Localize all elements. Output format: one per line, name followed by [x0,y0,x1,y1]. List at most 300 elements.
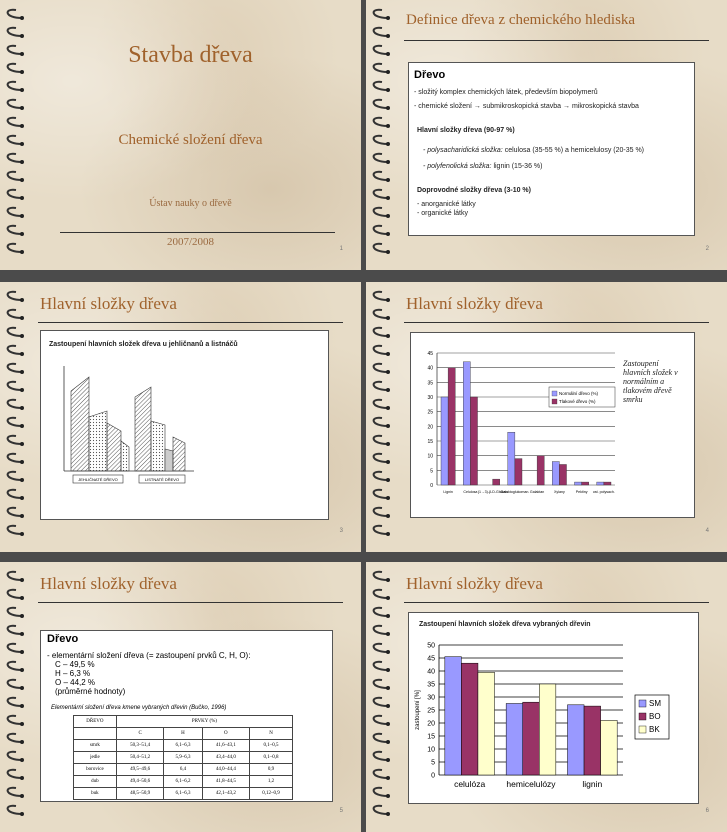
table-header-row [74,716,293,728]
table-cell: 50,3–51,4 [116,740,164,752]
ring-hole [386,16,390,20]
slide-number: 1 [339,246,343,252]
ring-loop [8,328,22,336]
ring-loop [374,136,388,144]
ring-loop [8,226,22,234]
ring-loop [374,400,388,408]
slide-number: 3 [339,528,343,534]
table-cell: 41,6–43,1 [202,740,250,752]
table-cell: 0,1–0,8 [250,752,293,764]
ring-binding-icon [2,290,24,546]
year-label: 2007/2008 [166,236,215,248]
text-line: - polyfenolická složka: lignin (15-36 %) [423,163,543,170]
bar [448,368,455,485]
legend-swatch [552,391,557,396]
table-row [74,776,293,788]
ring-hole [386,614,390,618]
x-tick-label: lignin [582,779,603,789]
ring-loop [8,154,22,162]
ring-hole [386,388,390,392]
ring-hole [20,442,24,446]
ring-hole [386,596,390,600]
ring-hole [20,740,24,744]
ring-loop [374,454,388,462]
slide-number: 6 [705,808,709,814]
ring-loop [374,752,388,760]
table-row-label: jedle [74,752,117,764]
figure-caption: Zastoupení hlavních složek dřeva u jehličnanů a listnáčů [49,341,238,348]
ring-hole [386,334,390,338]
ring-loop [374,172,388,180]
slide-title: Hlavní složky dřeva [406,294,543,313]
ring-hole [20,758,24,762]
ring-loop [8,572,22,580]
ring-loop [374,46,388,54]
ring-hole [20,704,24,708]
bar [523,702,540,775]
x-tick-label: Lignin [443,490,453,494]
bar [559,464,566,485]
ring-loop [8,346,22,354]
ring-loop [374,472,388,480]
table-cell: 1,2 [250,776,293,788]
bar [461,663,478,775]
text-line: - složitý komplex chemických látek, především biopolymerů [414,89,598,96]
ring-loop [374,10,388,18]
ring-hole [20,722,24,726]
ring-loop [374,436,388,444]
title-divider [404,322,709,323]
ring-hole [20,298,24,302]
ring-hole [386,178,390,182]
composition-table [73,715,293,800]
table-row-label: borovice [74,764,117,776]
bar [493,479,500,485]
legend-box [549,387,615,407]
ring-hole [20,214,24,218]
ring-loop [374,626,388,634]
ring-hole [20,124,24,128]
ring-loop [374,226,388,234]
ring-loop [8,716,22,724]
title-divider [404,40,709,41]
ring-hole [20,478,24,482]
ring-hole [20,686,24,690]
ring-hole [386,352,390,356]
text-line: - polysacharidická složka: celulosa (35-55 %) a hemicelulosy (20-35 %) [423,147,645,154]
ring-loop [374,662,388,670]
table-col-header: N [250,728,293,740]
ring-loop [374,716,388,724]
ring-loop [374,28,388,36]
ring-loop [374,572,388,580]
x-tick-label: Xylany [553,490,565,494]
text-line: - organické látky [417,210,468,217]
y-tick-label: 5 [431,759,435,767]
table-cell: 44,0–44,4 [202,764,250,776]
content-box [40,630,333,802]
ring-hole [20,532,24,536]
legend-label: BK [649,725,660,734]
ring-hole [386,442,390,446]
ring-hole [386,52,390,56]
text-line: - anorganické látky [417,201,476,208]
scanned-diagram [59,361,199,491]
institute-label: Ústav nauky o dřevě [149,198,232,209]
ring-loop [374,770,388,778]
bar [515,459,522,485]
slide-1[interactable] [0,0,361,270]
x-tick-label: celulóza [454,779,486,789]
y-tick-label: 15 [427,439,433,445]
x-tick-label: Galaktan [529,490,545,494]
ring-loop [8,680,22,688]
ring-loop [8,10,22,18]
ring-loop [374,310,388,318]
bar [597,482,604,485]
ring-loop [8,172,22,180]
slide-title: Definice dřeva z chemického hlediska [406,12,636,28]
ring-loop [374,82,388,90]
table-header: DŘEVO [74,716,117,728]
table-cell: 6,1–6,2 [164,776,202,788]
ring-loop [374,244,388,252]
ring-loop [8,788,22,796]
ring-hole [386,70,390,74]
table-cell: 42,1–43,2 [202,788,250,800]
ring-loop [374,490,388,498]
slide-title: Hlavní složky dřeva [406,574,543,593]
ring-hole [386,668,390,672]
ring-binding-icon [2,570,24,826]
ring-hole [20,334,24,338]
ring-hole [386,578,390,582]
divider [60,232,335,233]
bar [537,456,544,485]
ring-hole [20,316,24,320]
table-row-label: dub [74,776,117,788]
ring-loop [8,734,22,742]
ring-hole [20,88,24,92]
bar [470,397,477,485]
ring-hole [386,214,390,218]
ring-loop [8,382,22,390]
ring-hole [386,460,390,464]
ring-loop [8,100,22,108]
legend-swatch [552,399,557,404]
table-header: PRVKY (%) [116,716,292,728]
legend-swatch [639,726,646,733]
content-box [408,612,699,804]
ring-hole [386,160,390,164]
text-line: - elementární složení dřeva (= zastoupení prvků C, H, O): [47,651,251,660]
legend-swatch [639,713,646,720]
ring-hole [386,316,390,320]
legend-swatch [639,700,646,707]
box-heading: Dřevo [414,69,446,81]
ring-loop [8,752,22,760]
table-cell: 5,9–6,3 [164,752,202,764]
y-tick-label: 30 [427,694,435,702]
table-row-label: buk [74,788,117,800]
title-divider [404,602,709,603]
chart-side-text: Zastoupení hlavních složek v normálním a tlakovém dřevě smrku [623,359,678,404]
slide-3[interactable] [0,282,361,552]
y-tick-label: 20 [427,720,435,728]
ring-loop [8,118,22,126]
y-tick-label: 40 [427,668,435,676]
x-tick-label: Galaktoglukoman. [500,490,530,494]
ring-hole [386,370,390,374]
y-tick-label: 45 [427,655,435,663]
slide-2[interactable] [366,0,727,270]
ring-hole [20,424,24,428]
text-line: - chemické složení → submikroskopická stavba → mikroskopická stavba [414,103,639,110]
table-cell: 6,1–6,3 [164,788,202,800]
bar [445,657,462,775]
slide-number: 2 [705,246,709,252]
bar [567,705,584,775]
section-heading: Doprovodné složky dřeva (3-10 %) [417,187,531,194]
box-heading: Dřevo [47,633,79,645]
bar [604,482,611,485]
ring-loop [374,190,388,198]
table-header-row [74,728,293,740]
y-tick-label: 20 [427,424,433,431]
x-tick-label: Celulosa [463,490,478,494]
y-tick-label: 10 [427,746,435,754]
ring-hole [386,704,390,708]
ring-hole [20,794,24,798]
y-tick-label: 25 [427,707,435,715]
ring-loop [8,644,22,652]
ring-loop [8,662,22,670]
bar [539,684,556,775]
ring-hole [386,650,390,654]
ring-hole [386,776,390,780]
ring-loop [374,382,388,390]
ring-loop [374,788,388,796]
ring-hole [20,812,24,816]
y-tick-label: 0 [430,483,433,489]
ring-loop [8,770,22,778]
table-cell: 0,1–0,5 [250,740,293,752]
ring-loop [8,400,22,408]
y-tick-label: 0 [431,772,435,780]
ring-loop [374,208,388,216]
content-box [410,332,695,518]
table-cell: 41,8–44,5 [202,776,250,788]
ring-hole [20,106,24,110]
diagram-label-right: LISTNATÉ DŘEVO [144,477,180,482]
ring-loop [8,698,22,706]
table-caption: Elementární složení dřeva kmene vybraných dřevin (Bučko, 1996) [51,705,227,711]
ring-hole [386,424,390,428]
table-cell: 49,5–49,6 [116,764,164,776]
table-col-header: O [202,728,250,740]
bar [584,706,601,775]
slide-6[interactable] [366,562,727,832]
bar [601,720,618,775]
ring-hole [386,298,390,302]
table-cell: 0,12–0,9 [250,788,293,800]
legend-label: Normální dřevo (%) [559,391,599,396]
legend-label: BO [649,712,661,721]
y-tick-label: 45 [427,351,433,357]
ring-hole [386,632,390,636]
table-cell: 0,9 [250,764,293,776]
bar [575,482,582,485]
slide-title: Stavba dřeva [128,42,253,68]
slide-4[interactable] [366,282,727,552]
element-o: O – 44,2 % [55,678,96,687]
bar [582,482,589,485]
ring-hole [386,758,390,762]
ring-loop [374,698,388,706]
ring-loop [374,590,388,598]
ring-loop [8,28,22,36]
ring-hole [386,250,390,254]
diagram-label-left: JEHLIČNATÉ DŘEVO [78,477,118,482]
y-tick-label: 30 [427,395,433,401]
bar-chart [411,333,621,517]
y-tick-label: 10 [427,453,433,460]
slide-number: 4 [705,528,709,534]
ring-hole [20,16,24,20]
table-row [74,788,293,800]
ring-hole [386,34,390,38]
ring-hole [20,632,24,636]
legend-label: SM [649,699,661,708]
bar [508,432,515,485]
x-tick-label: Pektiny [575,490,588,494]
ring-hole [386,740,390,744]
table-cell: 48,5–50,9 [116,788,164,800]
ring-hole [20,34,24,38]
content-box [408,62,695,236]
ring-hole [20,370,24,374]
ring-hole [386,106,390,110]
ring-hole [20,460,24,464]
ring-hole [386,88,390,92]
ring-hole [20,514,24,518]
y-tick-label: 5 [430,468,433,475]
element-h: H – 6,3 % [55,669,91,678]
bar [506,704,523,776]
ring-hole [386,196,390,200]
table-cell: 6,4 [164,764,202,776]
ring-loop [374,100,388,108]
ring-hole [386,514,390,518]
y-tick-label: 15 [427,733,435,741]
ring-loop [374,64,388,72]
slide-title: Hlavní složky dřeva [40,574,177,593]
table-cell: 50,4–51,2 [116,752,164,764]
ring-hole [386,794,390,798]
ring-loop [374,328,388,336]
chart-caption: Zastoupení hlavních složek dřeva vybraných dřevin [419,621,591,628]
ring-loop [8,472,22,480]
ring-hole [20,178,24,182]
ring-loop [8,454,22,462]
ring-hole [386,478,390,482]
section-heading: Hlavní složky dřeva (90-97 %) [417,127,515,134]
ring-loop [374,418,388,426]
ring-hole [20,496,24,500]
ring-loop [8,190,22,198]
ring-hole [386,686,390,690]
ring-loop [374,608,388,616]
ring-hole [20,250,24,254]
ring-hole [386,124,390,128]
ring-loop [374,292,388,300]
bar [552,462,559,485]
table-row [74,764,293,776]
bar-chart [409,633,697,803]
ring-loop [8,82,22,90]
ring-loop [374,680,388,688]
y-tick-label: 40 [427,365,433,372]
ring-binding-icon [368,570,390,826]
legend [549,387,615,407]
y-tick-label: 50 [427,642,435,650]
ring-binding-icon [368,8,390,264]
element-c: C – 49,5 % [55,660,95,669]
slide-title: Hlavní složky dřeva [40,294,177,313]
ring-hole [20,70,24,74]
table-row-label: smrk [74,740,117,752]
note-text: (průměrné hodnoty) [55,687,126,696]
ring-binding-icon [368,290,390,546]
y-tick-label: 25 [427,409,433,416]
bar [463,362,470,485]
ring-loop [374,364,388,372]
ring-loop [374,644,388,652]
ring-loop [374,806,388,814]
ring-loop [8,508,22,516]
y-axis-label: zastoupení [%] [415,690,421,730]
ring-loop [374,734,388,742]
ring-loop [374,508,388,516]
ring-hole [20,614,24,618]
content-box [40,330,329,520]
ring-loop [8,364,22,372]
ring-loop [8,626,22,634]
slide-5[interactable] [0,562,361,832]
ring-loop [8,490,22,498]
ring-hole [20,776,24,780]
ring-hole [20,388,24,392]
title-divider [38,322,343,323]
ring-hole [386,532,390,536]
x-tick-label: hemicelulózy [506,779,556,789]
y-tick-label: 35 [427,380,433,387]
table-col-header: C [116,728,164,740]
x-tick-label: (1→3)-β-D-Glukan [477,490,508,494]
ring-loop [8,292,22,300]
table-col-header: H [164,728,202,740]
table-row [74,752,293,764]
ring-hole [386,406,390,410]
x-tick-label: ost. polysach. [592,490,615,494]
ring-hole [20,596,24,600]
ring-hole [20,352,24,356]
y-tick-label: 35 [427,681,435,689]
slide-subtitle: Chemické složení dřeva [118,132,263,148]
ring-hole [20,406,24,410]
ring-loop [8,590,22,598]
ring-loop [8,806,22,814]
